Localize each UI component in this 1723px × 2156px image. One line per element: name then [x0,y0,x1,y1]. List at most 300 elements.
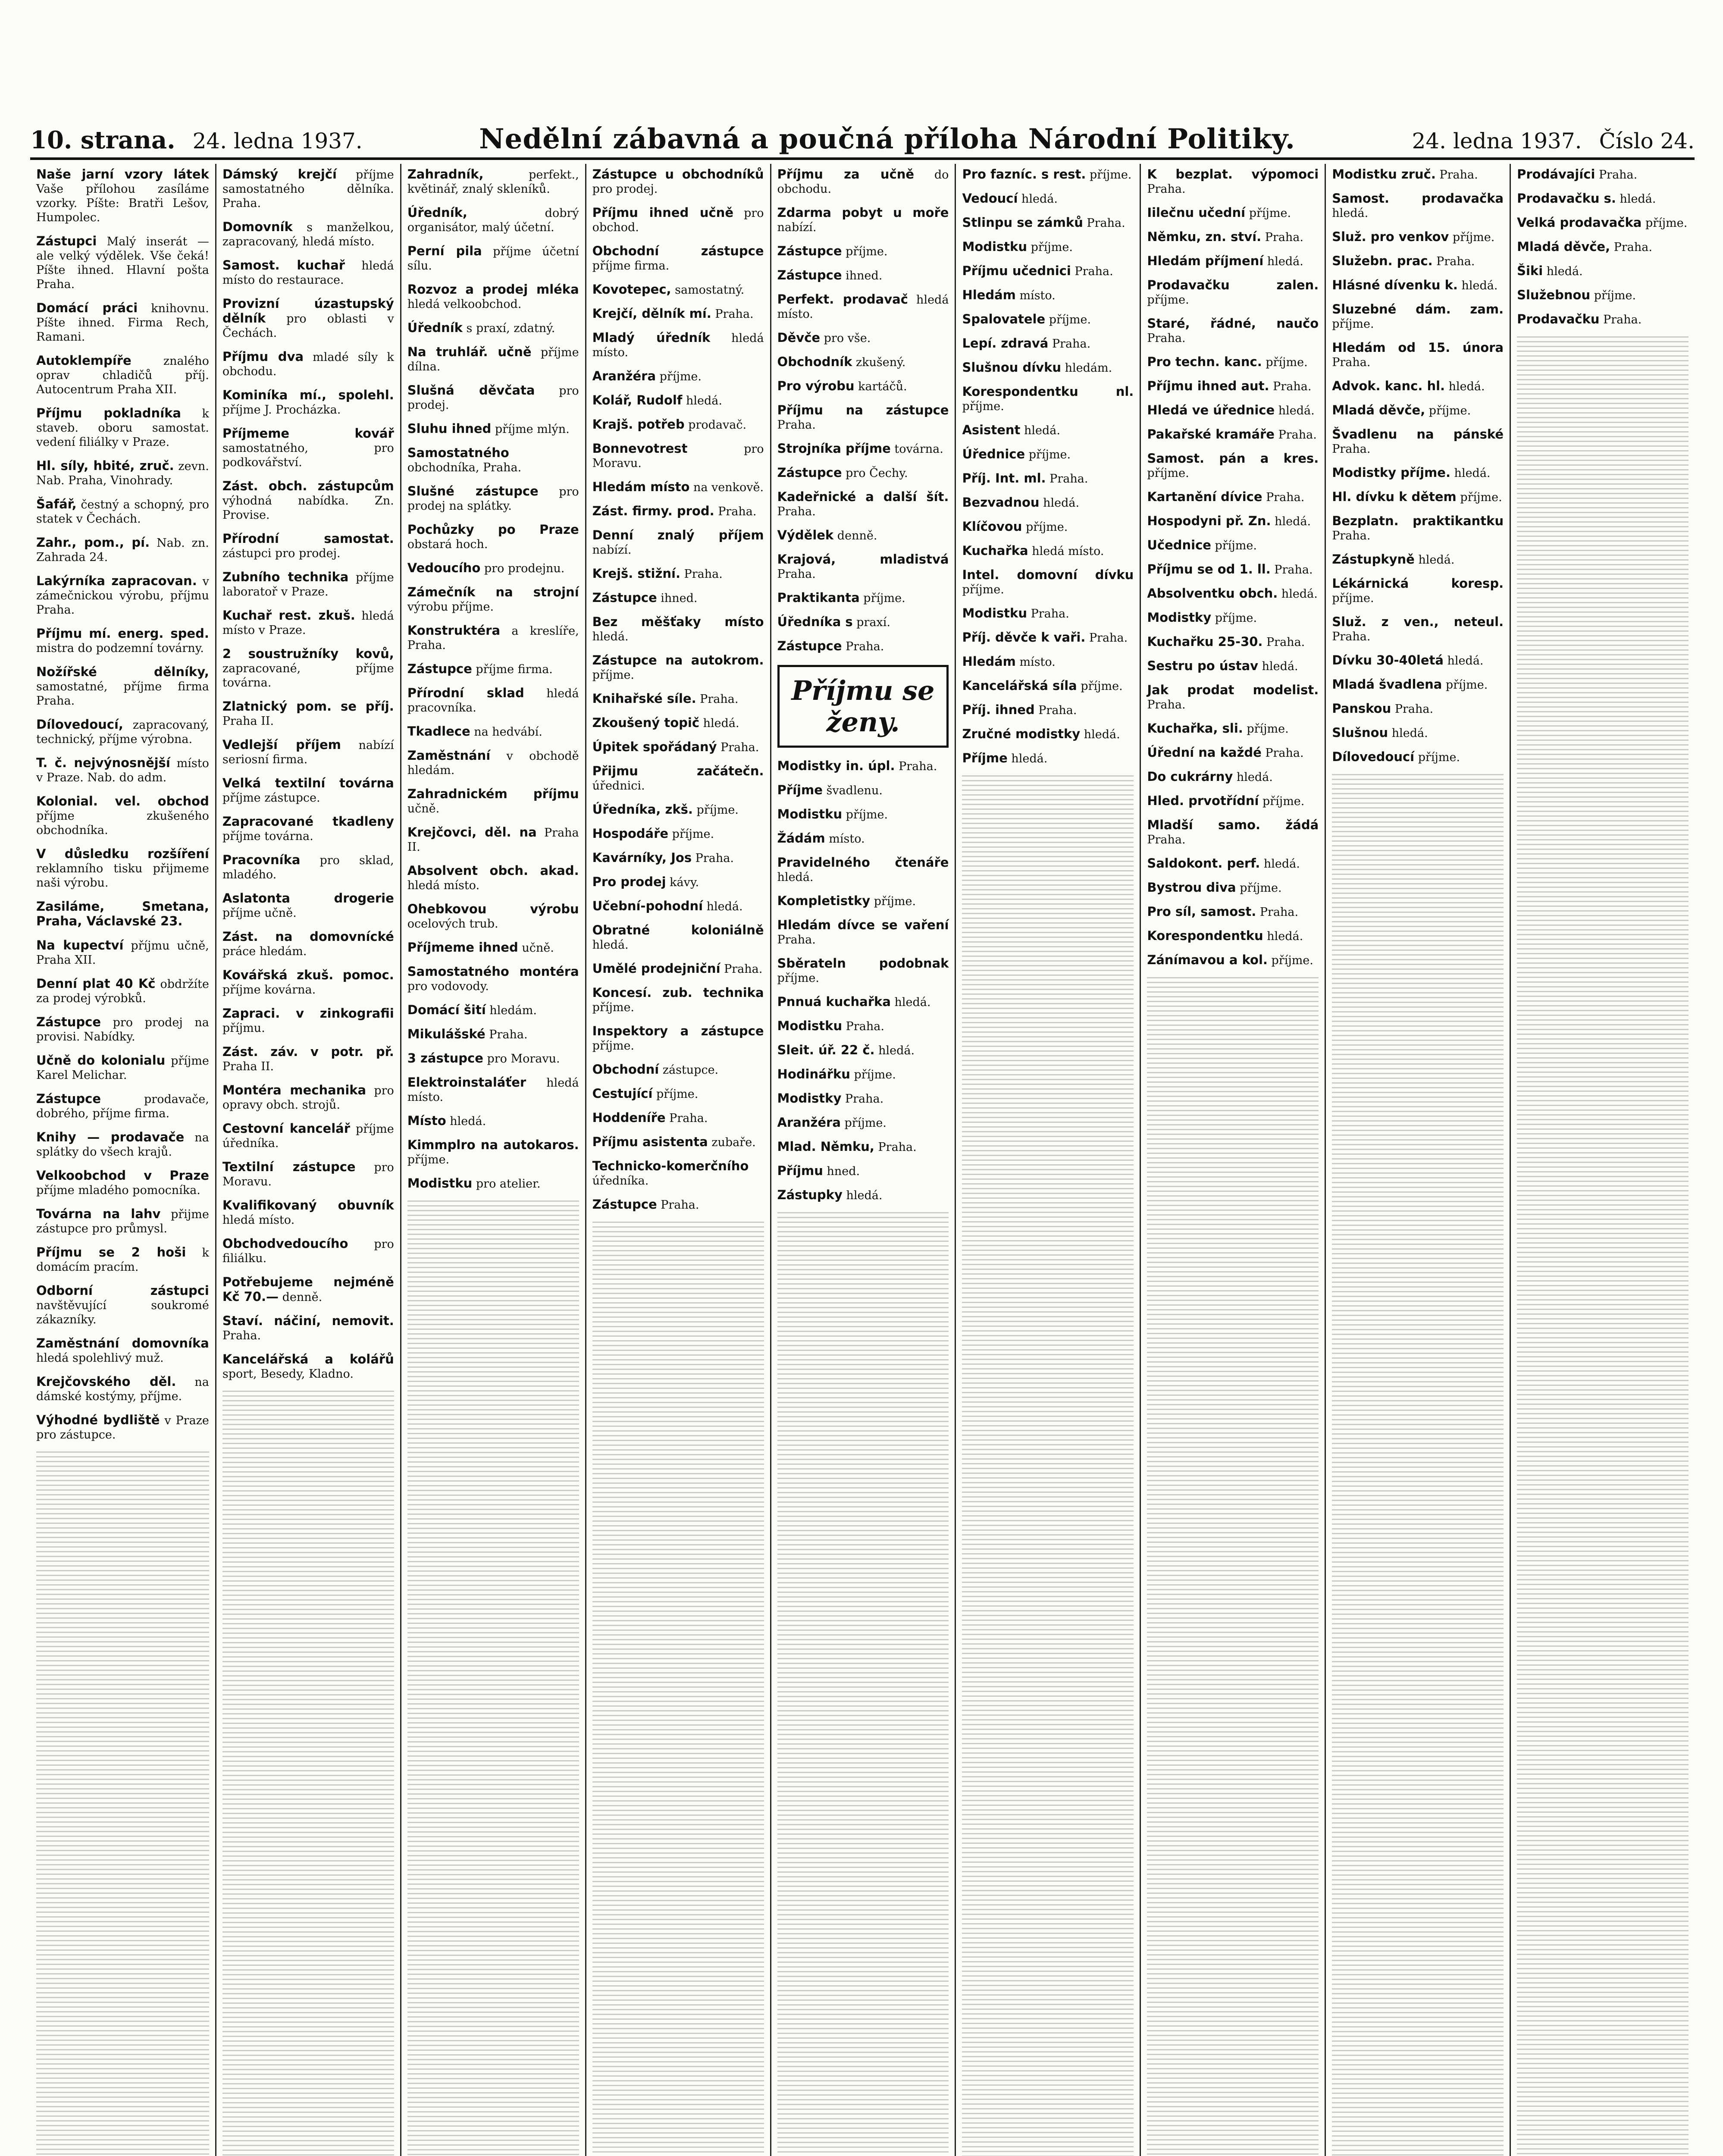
ad-title: Vedoucího [407,561,481,575]
classified-ad [36,794,209,837]
ad-title: Knihy — prodavače [36,1130,185,1144]
ad-title: Úředníka s [777,614,853,629]
ad-text: Praha. [874,1141,917,1154]
ad-title: Úředník, [407,205,467,220]
classified-ad [36,354,209,397]
column-text-filler [592,1222,764,2156]
classified-ad [1332,490,1504,505]
ad-text: příjme. [840,1116,887,1130]
classified-ad [592,480,764,495]
ad-title: Korespondentku [1147,928,1263,943]
ad-text: hledá. [1445,380,1485,393]
ad-text: výrobu příjme. [407,600,494,614]
ad-text: hledá místo. [777,293,949,321]
ad-title: Šiki [1517,263,1543,278]
classified-ad [962,216,1134,230]
ad-title: Příjmu ihned aut. [1147,379,1269,393]
ad-title: Příjme [962,751,1008,765]
ad-text: ihned. [842,269,883,282]
classified-ad [592,1197,764,1212]
classified-ad [1147,683,1319,712]
classified-ad [407,345,579,374]
ad-title: Kolář, Rudolf [592,393,683,407]
ad-title: Kancelářská a kolářů [222,1352,394,1366]
ad-text: Vaše přílohou zasíláme vzorky. Píšte: Bratři Lešov, Humpolec. [36,182,209,224]
classified-ad [1332,653,1504,668]
ad-text: na venkově. [689,481,764,494]
ad-title: Kvalifikovaný obuvník [222,1198,394,1213]
ad-text: příjme. [1332,317,1374,331]
classified-ad [1147,278,1319,307]
column-text-filler [1517,336,1689,2156]
classified-ad [962,751,1134,766]
ad-text: příjme úředníka. [222,1122,394,1150]
classified-ad [36,574,209,617]
classified-ad [592,1024,764,1053]
ad-text: hledá místo. [592,332,764,359]
ad-text: příjme. [1245,207,1291,220]
ad-text: pro prodej. [592,182,658,196]
ad-text: Praha. [711,307,754,321]
ad-text: praxí. [852,616,890,629]
ad-text: pro Moravu. [483,1052,560,1065]
classified-ad [592,986,764,1015]
ad-title: Mladá děvče, [1517,239,1610,254]
ad-text: příjme. [1259,795,1305,808]
ad-title: Kompletistky [777,893,871,908]
classified-ad [222,853,394,882]
ad-text: pro opravy obch. strojů. [222,1084,394,1112]
ad-title: Montéra mechanika [222,1083,367,1097]
ad-title: Aranžéra [777,1115,841,1130]
classified-ad [407,244,579,273]
ad-text: příjme. [592,668,635,682]
classified-ad [407,383,579,412]
ad-text: prodavače, dobrého, příjme firma. [36,1093,209,1120]
ad-title: Zástupce [592,1197,657,1212]
ad-text: Praha. [1046,472,1088,486]
classified-ad [592,369,764,384]
ad-text: a kreslíře, Praha. [407,624,579,652]
ad-text: samostatné, příjme firma Praha. [36,680,209,708]
ad-title: Cestující [592,1086,653,1101]
ad-text: příjme dílna. [407,346,579,373]
ad-text: úředníka. [592,1174,649,1188]
ad-text: Praha. [1610,241,1652,254]
ad-text: příjme firma. [592,259,670,273]
ad-text: Praha. [714,505,757,518]
ad-title: Prodávajíci [1517,167,1595,182]
ad-text: dobrý organisátor, malý účetní. [407,207,579,234]
ad-text: hledá velkoobchod. [407,298,522,311]
ad-title: Autoklempíře [36,353,132,368]
ad-title: Krejčovského děl. [36,1374,176,1389]
ad-text: práce hledám. [222,945,307,958]
ad-title: Kavárníky, Jos [592,850,692,865]
ad-title: Příjmu se od 1. ll. [1147,562,1271,577]
ad-title: Zahradník, [407,167,484,182]
classified-ad [407,1075,579,1104]
classified-ad [777,1067,949,1082]
ad-title: Kovotepec, [592,282,671,297]
ad-title: Textilní zástupce [222,1159,356,1174]
ad-text: hledá. [699,717,739,730]
classified-ad [1517,191,1689,206]
ad-title: Prodavačku zalen. [1147,278,1319,292]
ad-text: místo v Praze. Nab. do adm. [36,757,209,784]
classified-ad [1517,312,1689,327]
ad-text: čestný a schopný, pro statek v Čechách. [36,498,209,526]
ad-text: Praha. [1595,168,1638,182]
ad-text: příjme. [652,1087,699,1101]
classified-ad [222,1122,394,1150]
ad-title: Příj. Int. ml. [962,471,1046,486]
ad-text: nabízí. [592,543,632,557]
ad-title: Dívku 30-40letá [1332,653,1444,667]
ad-text: hledá. [1450,467,1491,480]
ad-title: Stlinpu se zámků [962,215,1083,230]
classified-ad [962,606,1134,621]
ad-text: Praha. [1435,168,1478,182]
ad-title: Kancelářská síla [962,678,1077,693]
classified-ad [36,1207,209,1236]
ad-title: Hled. prvotřídní [1147,793,1259,808]
ad-title: Absolventku obch. [1147,586,1278,601]
ad-text: Praha. [1332,630,1371,643]
ad-title: Zlatnický pom. se příj. [222,699,394,714]
ad-title: Staré, řádné, naučo [1147,316,1319,331]
ad-text: pro obchod. [592,207,764,234]
column-text-filler [1332,774,1504,2156]
ad-text: pro Moravu. [222,1161,394,1188]
ad-title: Kovářská zkuš. pomoc. [222,968,394,982]
classified-ad [592,331,764,360]
ad-title: Zástupci [36,234,97,248]
classified-ad [1147,167,1319,196]
ad-text: Praha. [222,1329,261,1342]
ad-text: Praha. [842,640,884,653]
ad-title: Učební-pohodní [592,899,703,913]
classified-ad [962,336,1134,351]
classified-ad [962,630,1134,645]
classified-ad [592,851,764,865]
classified-ad [407,1138,579,1167]
classified-ad [1147,379,1319,394]
ad-title: Příjmu se 2 hoši [36,1245,186,1260]
classified-ad [222,1160,394,1189]
classified-ad [777,292,949,321]
classified-ad [407,624,579,652]
ad-text: sport, Besedy, Kladno. [222,1367,354,1381]
classified-ad [407,749,579,777]
ad-title: Hospodyni př. Zn. [1147,514,1271,528]
ad-title: Místo [407,1113,446,1128]
ad-title: Hl. síly, hbité, zruč. [36,458,174,473]
classified-ad [1332,726,1504,740]
ad-text: pro sklad, mladého. [222,854,394,881]
classified-ad [1147,586,1319,601]
classified-ad [222,647,394,690]
ad-title: Vedlejší příjem [222,737,341,752]
ad-text: hledá. [1543,265,1583,278]
ad-title: Modistku [962,606,1027,620]
ad-title: Hledám [962,288,1016,302]
ad-text: příjme. [1022,520,1068,534]
column-text-filler [1147,977,1319,2156]
ad-title: Sleit. úř. 22 č. [777,1043,875,1057]
ad-text: hledá. [1260,857,1300,871]
ad-title: Pro prodej [592,874,666,889]
ad-title: Knihařské síle. [592,691,696,706]
ad-title: Lékárnická koresp. [1332,576,1504,591]
ad-title: Dílovedoucí, [36,717,123,732]
ad-text: Praha II. [222,1060,274,1073]
classified-ad [36,1336,209,1365]
classified-ad [36,977,209,1006]
ad-title: Hospodáře [592,826,669,841]
ad-title: Elektroinstaláťer [407,1075,526,1090]
ad-text: hledá. [890,996,931,1009]
classified-ad [962,312,1134,327]
classified-ad [222,738,394,767]
classified-ad [777,442,949,456]
classified-ad [592,167,764,196]
ad-title: Modistky [1147,610,1212,625]
ad-text: hledá. [1233,771,1273,784]
ad-text: zapracované, příjme továrna. [222,662,394,689]
classified-ad [777,331,949,345]
ad-title: Krajš. potřeb [592,417,685,432]
ad-title: Pro techn. kanc. [1147,354,1262,369]
ad-title: Zást. na domovnícké [222,929,394,944]
classified-ad [1147,490,1319,505]
ad-title: Pravidelného čtenáře [777,855,949,870]
classified-ad [1147,562,1319,577]
classified-ad [1517,216,1689,230]
ad-title: Krejčí, dělník mí. [592,306,711,321]
classified-ad [407,206,579,235]
ad-text: příjme učně. [222,906,297,920]
ad-text: Praha. [1085,631,1128,645]
ad-text: hledá spolehlivý muž. [36,1351,164,1365]
column-1 [30,164,215,2156]
ad-title: Pro výrobu [777,379,855,393]
ad-text: Praha. [1256,906,1299,919]
classified-ad [222,388,394,417]
ad-title: Zručné modistky [962,727,1081,741]
ad-title: Krajová, mladistvá [777,552,949,567]
classified-ad [1147,230,1319,244]
classified-ad [36,756,209,785]
ad-text: nabízí seriosní firma. [222,739,394,766]
column-7 [1140,164,1325,2156]
ad-text: příjme. [407,1153,450,1166]
ad-text: příjme. [1267,954,1313,967]
column-2 [215,164,400,2156]
ad-title: Hledám [962,654,1016,669]
ad-text: hledá místo. [1028,545,1104,558]
column-8 [1325,164,1510,2156]
ad-text: s praxí, zdatný. [462,322,555,335]
ad-title: Modistku [962,239,1027,254]
classified-ad [777,1043,949,1058]
classified-ad [1147,317,1319,345]
ad-title: Sestru po ústav [1147,658,1259,673]
ad-text: do obchodu. [777,168,949,196]
ad-title: Domovník [222,219,293,234]
classified-ad [407,787,579,816]
ad-title: Zástupkyně [1332,552,1415,567]
classified-ad [222,1006,394,1035]
ad-title: Slušnou dívku [962,360,1062,375]
classified-ad [777,591,949,605]
ad-title: Iilečnu učední [1147,205,1246,220]
ad-text: hledá. [446,1115,486,1128]
ad-title: Hledám příjmení [1147,254,1264,268]
ad-title: Kolonial. vel. obchod [36,794,209,808]
classified-ad [592,567,764,581]
classified-ad [407,1176,579,1191]
classified-ad [1332,615,1504,644]
classified-ad [777,894,949,909]
ad-title: Korespondentku nl. [962,384,1134,399]
ad-title: Slušnou [1332,725,1388,740]
ad-title: Učně do kolonialu [36,1053,166,1068]
ad-title: Intel. domovní dívku [962,567,1134,582]
ad-title: Služebnou [1517,288,1591,302]
masthead: Nedělní zábavná a poučná příloha Národní Politiky. [479,123,1296,155]
ad-title: Advok. kanc. hl. [1332,379,1445,393]
ad-text: Praha. [1262,491,1305,504]
ad-title: Zástupce u obchodníků [592,167,764,182]
ad-text: ocelových trub. [407,917,498,931]
classified-ad [777,1116,949,1130]
ad-text: Nab. zn. Zahrada 24. [36,536,209,564]
classified-ad [777,403,949,432]
ad-text: Praha. [1270,563,1313,577]
ad-text: příjme. [842,245,888,258]
ad-title: Inspektory a zástupce [592,1024,764,1038]
ad-text: prodavač. [684,418,747,432]
ad-title: Konstruktéra [407,623,501,638]
ad-title: Zástupce [777,639,842,653]
ad-text: příjme J. Procházka. [222,403,341,417]
classified-ad [592,1111,764,1125]
ad-title: Dámský krejčí [222,167,337,182]
ad-title: Lakýrníka zapracovan. [36,573,197,588]
ad-title: Obchodvedoucího [222,1236,348,1251]
ad-title: Obchodník [777,354,852,369]
ad-text: v zámečnickou výrobu, příjmu Praha. [36,575,209,617]
column-text-filler [777,1212,949,2156]
ad-text: zubaře. [708,1136,756,1149]
ad-text: Praha. [692,852,734,865]
page-number: 10. strana. [30,126,175,154]
classified-ad [777,167,949,196]
ad-text: pro vodovody. [407,980,489,993]
ad-text: hledá. [1263,930,1303,943]
ad-text: obchodníka, Praha. [407,461,522,474]
classified-ad [592,504,764,519]
ad-text: hledám. [1061,361,1112,375]
ad-text: knihovnu. Píšte ihned. Firma Rech, Ramani. [36,302,209,344]
classified-ad [1147,355,1319,370]
ad-text: Praha. [696,693,739,706]
ad-title: Kadeřnické a další šít. [777,489,949,504]
classified-ad [592,653,764,682]
ad-title: Zámečník na strojní [407,585,579,599]
ad-text: hledám. [486,1004,537,1017]
ad-text: příjme. [1077,680,1123,693]
ad-title: Příjmeme kovář [222,426,394,441]
classified-ad [222,815,394,843]
ad-title: Na kupectví [36,938,124,953]
classified-ad [36,1015,209,1044]
classified-ad [407,1027,579,1042]
classified-ad [36,459,209,488]
ad-title: Prodavačku [1517,312,1600,326]
classified-ad [407,662,579,677]
classified-ad [1147,403,1319,418]
ad-title: Lepí. zdravá [962,336,1049,351]
classified-ad [407,965,579,993]
ad-text: učně. [407,802,440,815]
classified-ad [777,807,949,822]
ad-title: Výdělek [777,528,834,542]
ad-text: hledá místo v Praze. [222,609,394,637]
ad-text: Praha. [841,1092,884,1106]
classified-ad [777,1164,949,1178]
ad-title: Panskou [1332,701,1391,716]
ad-text: hledá. [1414,553,1455,567]
column-text-filler [407,1200,579,2156]
classified-ad [962,191,1134,206]
ad-text: příjmu. [222,1022,265,1035]
classified-ad [407,484,579,513]
classified-ad [222,350,394,379]
classified-ad [1332,403,1504,418]
ad-title: Krejš. stižní. [592,566,680,581]
classified-ad [962,544,1134,558]
classified-ad [222,968,394,997]
ad-text: Praha. [1034,704,1077,717]
ad-text: pro oblasti v Čechách. [222,312,394,340]
ad-title: Úpitek spořádaný [592,740,717,754]
ad-title: Slušná děvčata [407,383,535,398]
ad-title: Domácí šití [407,1003,486,1017]
ad-title: Švadlenu na pánské [1332,427,1504,442]
ad-text: perfekt., květinář, znalý skleníků. [407,168,579,196]
ad-title: Krejčovci, děl. na [407,825,537,840]
ad-title: Mladý úředník [592,330,711,345]
classified-ad [36,1284,209,1327]
ad-title: Příjmu učednici [962,263,1071,278]
classified-ad [407,1003,579,1018]
classified-ad [36,497,209,526]
classified-ad [592,417,764,432]
ad-text: příjme. [1590,289,1636,302]
ad-text: hledá. [1258,660,1298,673]
classified-ad [777,639,949,654]
ad-text: s manželkou, zapracovaný, hledá místo. [222,221,394,248]
ad-title: Hl. dívku k dětem [1332,489,1457,504]
ad-title: Továrna na lahv [36,1206,161,1221]
ad-text: hned. [823,1165,860,1178]
ad-title: Strojníka příjme [777,441,891,456]
classified-ad [777,528,949,543]
classified-ad [407,561,579,576]
ad-text: příjme. [1414,751,1460,764]
